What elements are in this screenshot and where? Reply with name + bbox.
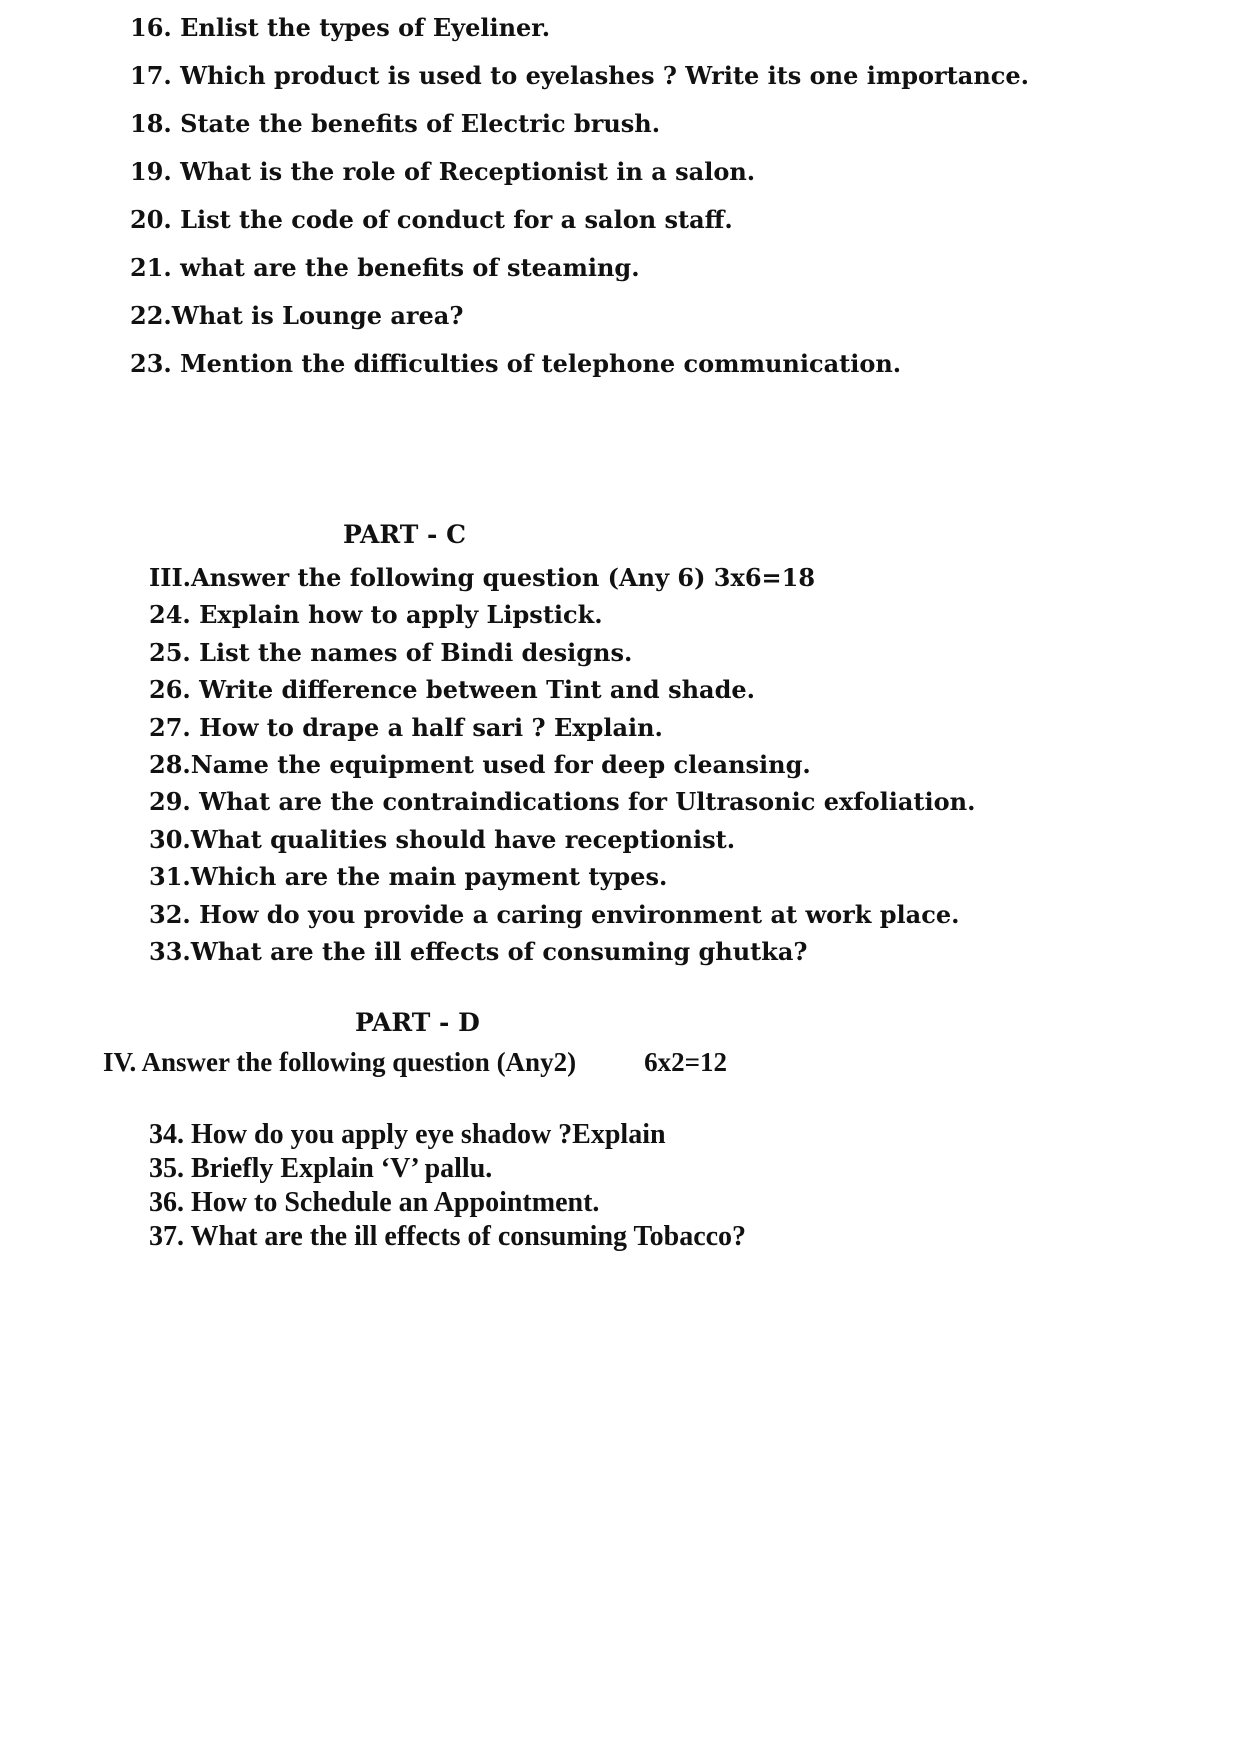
question-32: 32. How do you provide a caring environment at work place. bbox=[149, 899, 960, 929]
question-23: 23. Mention the difficulties of telephone communication. bbox=[130, 349, 902, 378]
question-36: 36. How to Schedule an Appointment. bbox=[149, 1187, 600, 1218]
part-b-question-list bbox=[130, 4, 1180, 388]
question-28: 28.Name the equipment used for deep cleansing. bbox=[149, 749, 811, 779]
question-29: 29. What are the contraindications for Ultrasonic exfoliation. bbox=[149, 787, 976, 817]
question-34: 34. How do you apply eye shadow ?Explain bbox=[149, 1119, 666, 1150]
question-33: 33.What are the ill effects of consuming ghutka? bbox=[149, 936, 808, 966]
question-16: 16. Enlist the types of Eyeliner. bbox=[130, 13, 551, 42]
question-27: 27. How to drape a half sari ? Explain. bbox=[149, 712, 663, 742]
question-37: 37. What are the ill effects of consuming Tobacco? bbox=[149, 1221, 747, 1252]
part-d-instruction: IV. Answer the following question (Any2) bbox=[103, 1047, 577, 1077]
question-19: 19. What is the role of Receptionist in a salon. bbox=[130, 157, 756, 186]
question-21: 21. what are the benefits of steaming. bbox=[130, 253, 640, 282]
question-18: 18. State the benefits of Electric brush. bbox=[130, 109, 661, 138]
question-20: 20. List the code of conduct for a salon staff. bbox=[130, 205, 733, 234]
part-c-question-list bbox=[149, 559, 1199, 970]
part-c-title: PART - C bbox=[343, 520, 466, 549]
question-17: 17. Which product is used to eyelashes ? Write its one importance. bbox=[130, 61, 1030, 90]
question-26: 26. Write difference between Tint and shade. bbox=[149, 675, 755, 705]
part-d-marks: 6x2=12 bbox=[644, 1047, 727, 1077]
part-c-instruction: III.Answer the following question (Any 6) 3x6=18 bbox=[149, 563, 816, 592]
part-d-title: PART - D bbox=[355, 1008, 480, 1037]
part-d-question-list bbox=[149, 1118, 1199, 1254]
question-30: 30.What qualities should have receptionist. bbox=[149, 824, 736, 854]
question-25: 25. List the names of Bindi designs. bbox=[149, 637, 633, 667]
question-31: 31.Which are the main payment types. bbox=[149, 862, 668, 892]
part-d-instruction-line bbox=[103, 1047, 727, 1078]
question-24: 24. Explain how to apply Lipstick. bbox=[149, 600, 603, 630]
question-35: 35. Briefly Explain ‘V’ pallu. bbox=[149, 1153, 493, 1184]
question-22: 22.What is Lounge area? bbox=[130, 301, 464, 330]
